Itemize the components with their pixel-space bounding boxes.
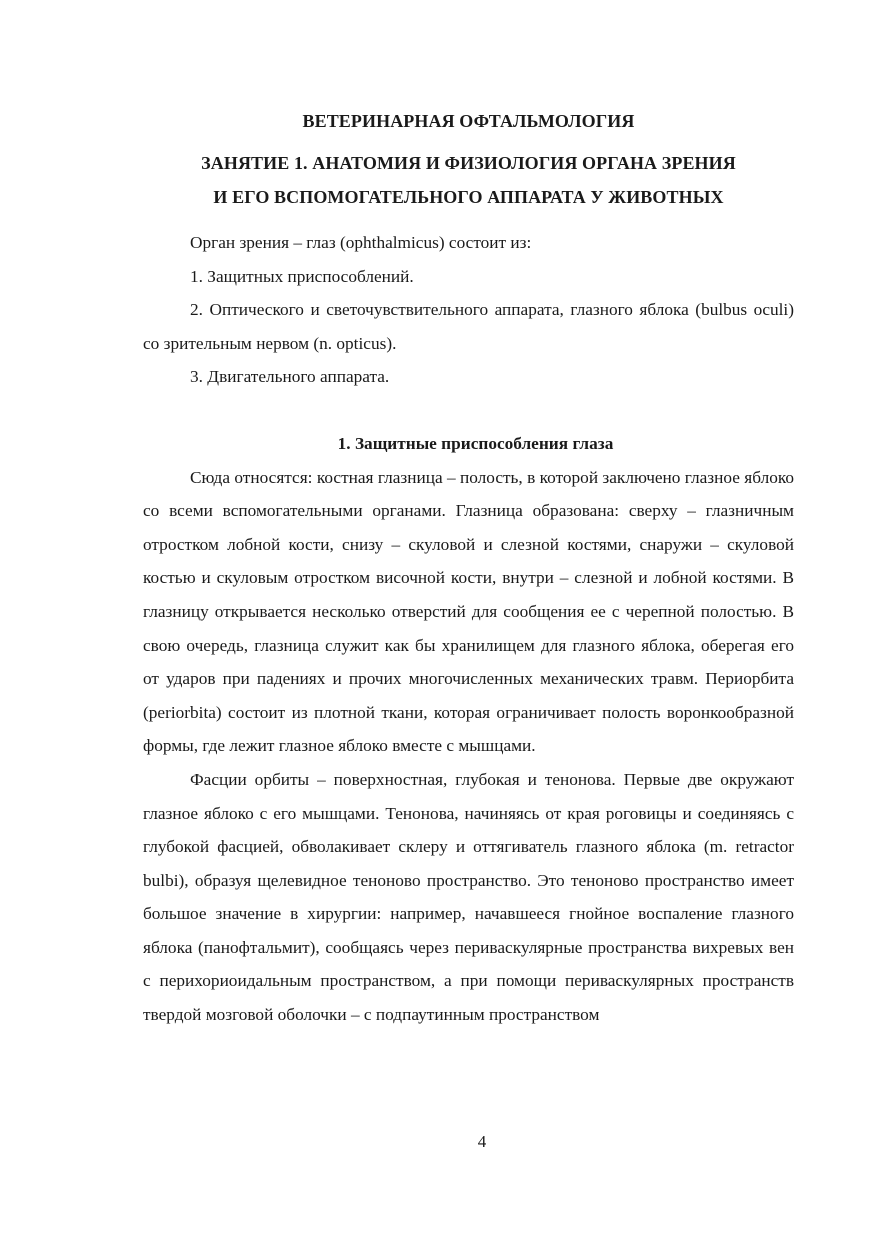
document-page [143,104,794,1032]
lesson-title-line-1: ЗАНЯТИЕ 1. АНАТОМИЯ И ФИЗИОЛОГИЯ ОРГАНА ЗРЕНИЯ [201,153,736,173]
book-title: ВЕТЕРИНАРНАЯ ОФТАЛЬМОЛОГИЯ [302,111,635,131]
lesson-title-line-2: И ЕГО ВСПОМОГАТЕЛЬНОГО АППАРАТА У ЖИВОТНЫХ [213,187,724,207]
list-item-3: 3. Двигательного аппарата. [190,367,390,387]
section-heading: 1. Защитные приспособления глаза [337,433,614,453]
body-paragraph-2: Фасции орбиты – поверхностная, глубокая и тенонова. Первые две окружают глазное яблоко с его мышцами. Тенонова, начиняясь от края роговицы и соединяясь с глубокой фасцией, обволакивает склеру и оттягиватель глазного яблока (m. retractor bulbi), образуя щелевидное теноново пространство. Это теноново пространство имеет большое значение в хирургии: например, начавшееся гнойное воспаление глазного яблока (панофтальмит), сообщаясь через периваскулярные пространства вихревых вен с перихориоидальным пространством, а при помощи периваскулярных пространств твердой мозговой оболочки – с подпаутинным пространством [143,769,794,1025]
body-paragraph-1: Сюда относятся: костная глазница – полость, в которой заключено глазное яблоко со всеми вспомогательными органами. Глазница образована: сверху – глазничным отростком лобной кости, снизу – скуловой и слезной костями, снаружи – скуловой костью и скуловым отростком височной кости, внутри – слезной и лобной костями. В глазницу открывается несколько отверстий для сообщения ее с черепной полостью. В свою очередь, глазница служит как бы хранилищем для глазного яблока, оберегая его от ударов при падениях и прочих многочисленных механических травм. Периорбита (periorbita) состоит из плотной ткани, которая ограничивает полость воронкообразной формы, где лежит глазное яблоко вместе с мышцами. [143,467,794,756]
lesson-title [143,146,794,214]
list-item-2: 2. Оптического и светочувствительного аппарата, глазного яблока (bulbus oculi) со зрительным нервом (n. opticus). [143,300,794,353]
list-item-1: 1. Защитных приспособлений. [190,266,414,286]
page-number: 4 [477,1132,487,1151]
intro-paragraph: Орган зрения – глаз (ophthalmicus) состоит из: [190,233,532,252]
